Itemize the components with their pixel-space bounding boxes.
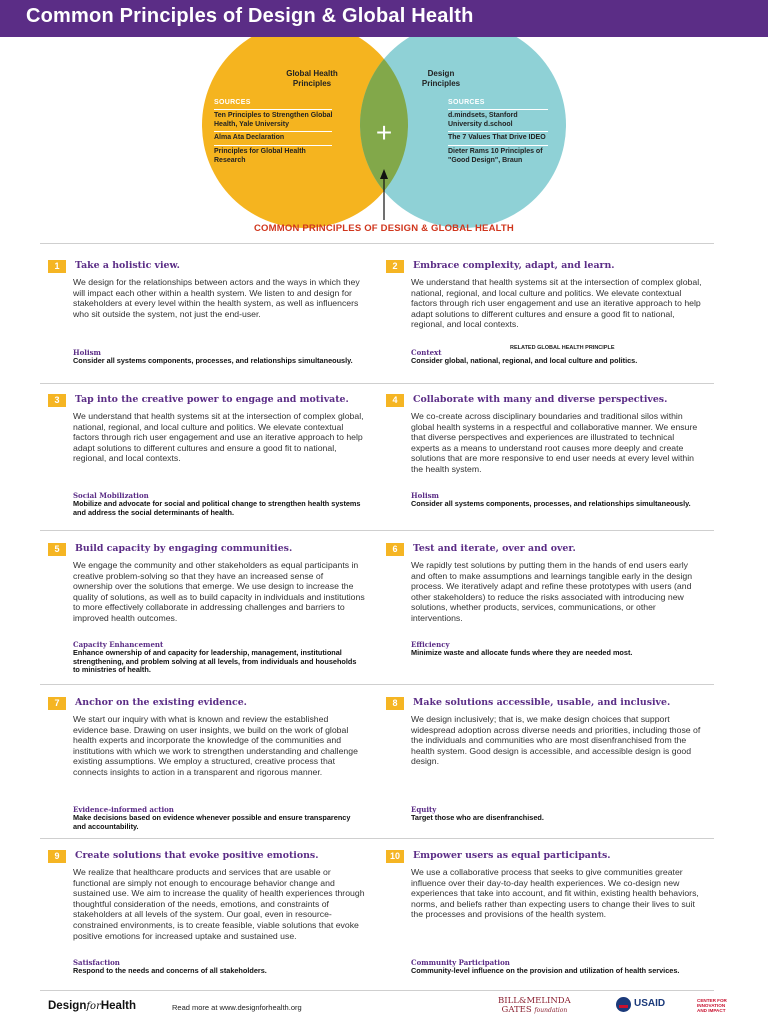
related-principle xyxy=(73,348,365,366)
page-title: Common Principles of Design & Global Health xyxy=(26,5,474,27)
related-principle xyxy=(73,640,365,675)
related-principle-desc: Consider global, national, regional, and local culture and politics. xyxy=(411,356,638,365)
principle-title: Tap into the creative power to engage and motivate. xyxy=(75,394,349,405)
principle-title: Collaborate with many and diverse perspectives. xyxy=(413,394,668,405)
principle-body: We design for the relationships between actors and the ways in which they will impact each other within a health system. We listen to and design for stakeholders at every level within the health system, as well as influencers who sit outside the system, not just the end-user. xyxy=(73,277,360,319)
right-sources-rule xyxy=(448,109,548,110)
right-source-item: The 7 Values That Drive IDEO xyxy=(448,134,546,141)
principle-title: Make solutions accessible, usable, and inclusive. xyxy=(413,697,671,708)
related-principle-name: Efficiency xyxy=(411,640,450,649)
right-source-item: Dieter Rams 10 Principles of "Good Design", Braun xyxy=(448,148,543,164)
center-innovation-impact-logo: CENTER FOR INNOVATION AND IMPACT xyxy=(697,998,727,1013)
gates-foundation-logo xyxy=(498,997,571,1015)
related-principle xyxy=(411,348,703,366)
venn-diagram xyxy=(0,37,768,247)
left-sources-rule xyxy=(214,145,332,146)
related-principle-desc: Consider all systems components, processes, and relationships simultaneously. xyxy=(411,499,691,508)
related-principle-name: Holism xyxy=(73,348,101,357)
right-sources-rule xyxy=(448,145,548,146)
design-title: Design Principles xyxy=(421,69,461,88)
usaid-seal-icon xyxy=(616,997,631,1012)
related-principle-desc: Enhance ownership of and capacity for leadership, management, institutional strengthening, and problem solving at all levels, from individuals and households to ministries of health. xyxy=(73,648,357,675)
principle-body: We engage the community and other stakeholders as equal participants in creative problem-solving so that they have an increased sense of ownership over the solutions that emerge. We use design to increase the quality of solutions, as well as to build capacity in individuals and institutions to more effectively collaborate in addressing challenges and barriers to improved health outcomes. xyxy=(73,560,365,623)
principle-body: We co-create across disciplinary boundaries and traditional silos within global health systems in a respectful and collaborative manner. We ensure that diverse perspectives and experiences are illustrated to technical experts as a means to understand root causes more deeply and create solutions that are more responsive to end user needs at every level within the health system. xyxy=(411,411,698,474)
related-principle-name: Context xyxy=(411,348,442,357)
divider xyxy=(40,383,714,384)
related-principle xyxy=(73,958,365,976)
principle-number: 5 xyxy=(48,543,66,556)
right-source-item: d.mindsets, Stanford University d.school xyxy=(448,112,518,128)
principle-title: Anchor on the existing evidence. xyxy=(75,697,247,708)
principle-number: 4 xyxy=(386,394,404,407)
principle-number: 1 xyxy=(48,260,66,273)
related-principle-name: Community Participation xyxy=(411,958,510,967)
related-principle xyxy=(73,491,365,517)
related-principle-name: Capacity Enhancement xyxy=(73,640,164,649)
principle-number: 3 xyxy=(48,394,66,407)
left-source-item: Ten Principles to Strengthen Global Health, Yale University xyxy=(214,112,333,128)
divider xyxy=(40,838,714,839)
principle-body: We realize that healthcare products and services that are usable or functional are simply not enough to encourage behavior change and sustained use. We aim to increase the quality of health experiences through thoughtful consideration of the needs, emotions, and constraints of stakeholders at all levels of the system. Our goal, even in resource-constrained environments, is to create feasible, viable solutions that evoke positive emotions for increased uptake and sustained use. xyxy=(73,867,365,941)
related-principle xyxy=(73,805,365,831)
left-source-item: Alma Ata Declaration xyxy=(214,134,285,141)
principle-body: We rapidly test solutions by putting them in the hands of end users early and often to make assumptions and learnings tangible early in the design process. We iteratively adapt and refine these prototypes with users (and other stakeholders) to reduce the risks associated with introducing new solutions, whether products, services, communications, or other interventions. xyxy=(411,560,693,623)
principle-body: We use a collaborative process that seeks to give communities greater influence over their day-to-day health experiences. We co-design new experiences that take into account, and fit within, existing health behaviors, norms, and beliefs rather than expecting users to change their lives to suit the processes and provisions of the health system. xyxy=(411,867,699,920)
usaid-logo: USAID xyxy=(634,998,666,1009)
principle-number: 2 xyxy=(386,260,404,273)
related-principle xyxy=(411,491,703,509)
logo-word-for: for xyxy=(86,1001,101,1012)
page-header xyxy=(0,0,768,37)
divider xyxy=(40,530,714,531)
related-principle-name: Evidence-informed action xyxy=(73,805,174,814)
common-principles-label: COMMON PRINCIPLES OF DESIGN & GLOBAL HEALTH xyxy=(253,223,514,234)
related-principle-desc: Consider all systems components, processes, and relationships simultaneously. xyxy=(73,356,353,365)
related-principle-header: RELATED GLOBAL HEALTH PRINCIPLE xyxy=(510,345,615,351)
related-principle-desc: Minimize waste and allocate funds where they are needed most. xyxy=(411,648,633,657)
related-principle-desc: Community-level influence on the provision and utilization of health services. xyxy=(411,966,680,975)
related-principle-name: Equity xyxy=(411,805,437,814)
gates-line-2: GATES xyxy=(501,1005,532,1015)
logo-word-health: Health xyxy=(100,1000,137,1012)
design-for-health-logo xyxy=(48,1000,136,1012)
left-sources-rule xyxy=(214,131,332,132)
related-principle-desc: Make decisions based on evidence whenever possible and ensure transparency and accountability. xyxy=(73,813,351,831)
left-sources-label: SOURCES xyxy=(214,99,251,106)
principle-body: We design inclusively; that is, we make design choices that support widespread adoption across diverse needs and priorities, including those of the individuals and communities who are most disenfranchised from the health system. Good design is accessible, and accessible design is good design. xyxy=(411,714,701,767)
related-principle xyxy=(411,805,703,823)
principle-body: We understand that health systems sit at the intersection of complex global, national, regional, and local culture and politics. We elevate contextual factors through rich user engagement and use an iterative approach to help adapt solutions to different cultures and ensure a good fit to national, regional, and local contexts. xyxy=(411,277,702,330)
principle-body: We start our inquiry with what is known and review the established evidence base. Drawing on user insights, we build on the work of global health experts and incorporate the knowledge of the communities and institutions with which we work to strengthen understanding and challenge existing assumptions. We employ a structured, creative process that connects insights to action in a transparent and rigorous manner. xyxy=(73,714,358,777)
logo-word-design: Design xyxy=(48,1000,87,1012)
related-principle xyxy=(411,640,703,658)
principle-title: Empower users as equal participants. xyxy=(413,850,611,861)
gates-line-3: foundation xyxy=(534,1007,568,1014)
related-principle-name: Satisfaction xyxy=(73,958,120,967)
divider xyxy=(40,990,714,991)
principle-title: Embrace complexity, adapt, and learn. xyxy=(413,260,615,271)
related-principle-desc: Respond to the needs and concerns of all stakeholders. xyxy=(73,966,267,975)
principle-number: 7 xyxy=(48,697,66,710)
divider xyxy=(40,243,714,244)
principle-number: 9 xyxy=(48,850,66,863)
related-principle-name: Holism xyxy=(411,491,439,500)
related-principle xyxy=(411,958,703,976)
related-principle-desc: Target those who are disenfranchised. xyxy=(411,813,544,822)
divider xyxy=(40,684,714,685)
principle-title: Take a holistic view. xyxy=(75,260,180,271)
read-more-link[interactable]: Read more at www.designforhealth.org xyxy=(172,1003,302,1012)
related-principle-name: Social Mobilization xyxy=(73,491,149,500)
principle-title: Build capacity by engaging communities. xyxy=(75,543,293,554)
plus-icon: + xyxy=(375,117,393,148)
gates-line-1: BILL&MELINDA xyxy=(498,996,571,1006)
global-health-title: Global Health Principles xyxy=(286,69,338,88)
page-footer xyxy=(0,995,768,1024)
principle-title: Create solutions that evoke positive emotions. xyxy=(75,850,319,861)
principle-title: Test and iterate, over and over. xyxy=(413,543,576,554)
principle-body: We understand that health systems sit at the intersection of complex global, national, regional, and local culture and politics. We elevate contextual factors through rich user engagement and use an iterative approach to help adapt solutions to different cultures and ensure a good fit to national, regional, and local contexts. xyxy=(73,411,364,464)
related-principle-desc: Mobilize and advocate for social and political change to strengthen health systems and address the social determinants of health. xyxy=(73,499,361,517)
right-sources-label: SOURCES xyxy=(448,99,485,106)
principle-number: 6 xyxy=(386,543,404,556)
left-source-item: Principles for Global Health Research xyxy=(214,148,306,164)
principle-number: 10 xyxy=(386,850,404,863)
right-sources-rule xyxy=(448,131,548,132)
left-sources-rule xyxy=(214,109,332,110)
principle-number: 8 xyxy=(386,697,404,710)
